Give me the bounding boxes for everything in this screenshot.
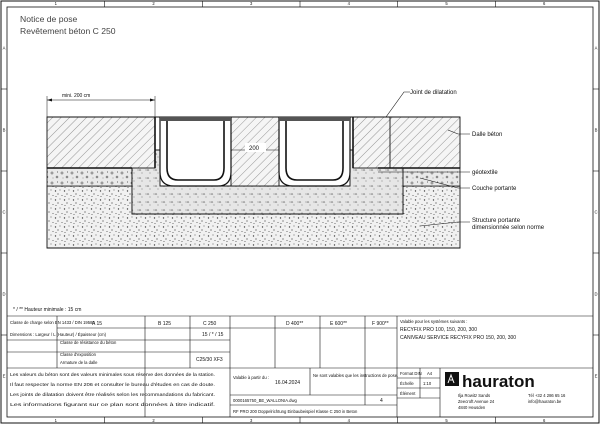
class-e600: E 600** (330, 321, 347, 327)
callout-geotextile: géotextile (472, 170, 498, 176)
frame-row-label: A (2, 45, 6, 51)
frame-column-label: 5 (445, 418, 448, 423)
class-d400: D 400** (286, 321, 304, 327)
frame-row-label: D (594, 291, 598, 297)
address-line-3: 4840 Heusden (458, 405, 486, 410)
class-a15: A 15 (92, 321, 103, 327)
format-label: Format DIN (400, 371, 422, 376)
channel-right (279, 117, 350, 186)
callout-joint-dilatation: Joint de dilatation (410, 90, 457, 96)
frame-column-label: 2 (152, 418, 155, 423)
frame-column-label: 4 (347, 0, 351, 6)
footnote-min-height: * / ** Hauteur minimale : 15 cm (13, 307, 82, 313)
couche-portante-left (47, 168, 132, 186)
class-f900: F 900** (372, 321, 389, 327)
scale-label: Échelle (400, 381, 414, 386)
frame-column-label: 4 (347, 418, 351, 423)
hauraton-logo (445, 372, 535, 391)
company-phone: Tél +32 4 286 65 16 (528, 393, 566, 398)
callout-dalle-beton: Dalle béton (472, 132, 503, 138)
scale-value: 1:10 (423, 381, 432, 386)
validity-line-2: CANIVEAU SERVICE RECYFIX PRO 150, 200, 300 (400, 335, 517, 341)
instructions-notice: Ne sont valables que les instructions de pose. (313, 373, 399, 378)
validity-header: Valable pour les systèmes suivants : (400, 319, 468, 324)
legal-text-line: Les informations figurant sur ce plan sont données à titre indicatif. (10, 402, 215, 407)
frame-column-label: 5 (445, 0, 448, 6)
dimensions-value: 15 / * / 15 (202, 332, 224, 338)
legal-text-line: Il faut respecter la norme EN 206 et consulter le bureau d'études en cas de doute. (10, 382, 215, 387)
document-number: 0000165750_BE_WALLONIA.dwg (233, 398, 297, 403)
concrete-class-value: C25/30 XF3 (196, 357, 223, 363)
frame-row-label: D (2, 291, 6, 297)
dalle-beton-left (47, 117, 155, 168)
validity-line-1: RECYFIX PRO 100, 150, 200, 300 (400, 327, 477, 333)
dimensions-row-label: Dimensions : Largeur / L (Hauteur) / Épaisseur (cm) (10, 332, 106, 337)
class-c250: C 250 (203, 321, 217, 327)
valid-from-date: 16.04.2024 (275, 380, 301, 386)
frame-row-label: C (2, 209, 6, 215)
frame-column-label: 3 (249, 418, 253, 423)
frame-column-label: 2 (152, 0, 155, 6)
frame-column-label: 6 (542, 0, 546, 6)
dalle-beton-right (353, 117, 460, 168)
frame-row-label: B (2, 127, 6, 133)
cross-section-drawing (47, 90, 545, 248)
row-small-1: Classe de résistance du béton (60, 340, 117, 345)
dimension-200-label: 200 (249, 146, 260, 152)
frame-row-label: C (594, 209, 598, 215)
sheet-number: 4 (380, 398, 383, 404)
frame-row-label: E (2, 373, 6, 379)
legal-text-line: Les joints de dilatation doivent être réalisés selon les recommandations du fabricant. (10, 392, 216, 397)
frame-row-label: E (594, 373, 598, 379)
title-line-1: Notice de pose (20, 14, 78, 24)
callout-structure-portante: Structure portante dimensionnée selon norme (472, 218, 545, 231)
company-name: hauraton (462, 372, 535, 391)
class-row-label: Classe de charge selon EN 1433 / DIN 19580 (10, 320, 95, 325)
frame-column-label: 6 (542, 418, 546, 423)
frame-row-label: B (594, 127, 598, 133)
frame-column-label: 3 (249, 0, 253, 6)
frame-column-label: 1 (54, 0, 58, 6)
valid-from-label: Valable à partir du : (233, 375, 270, 380)
address-line-1: Ilja Rowitz Sands (458, 393, 491, 398)
legal-text-line: Les valeurs du béton sont des valeurs minimales sous réserve des données de la station. (10, 372, 215, 377)
row-small-3: Armature de la dalle (60, 360, 98, 365)
frame-row-label: A (594, 45, 598, 51)
dimension-width-label: mini. 200 cm (62, 93, 91, 99)
title-line-2: Revêtement béton C 250 (20, 26, 116, 36)
element-label: Élément (400, 391, 416, 396)
callout-couche-portante: Couche portante (472, 186, 517, 192)
class-b125: B 125 (158, 321, 172, 327)
legal-text-block (10, 372, 215, 407)
format-value: A4 (427, 371, 433, 376)
drawing-description: RF PRO 200 Doppelrichtung Einbaubeispiel Klasse C 250 in Beton (233, 409, 358, 414)
company-email: info@hauraton.be (528, 399, 562, 404)
frame-column-label: 1 (54, 418, 58, 423)
channel-left (160, 117, 231, 186)
row-small-2: Classe d'exposition (60, 352, 96, 357)
address-line-2: Zeecroft Avenue 24 (458, 399, 495, 404)
